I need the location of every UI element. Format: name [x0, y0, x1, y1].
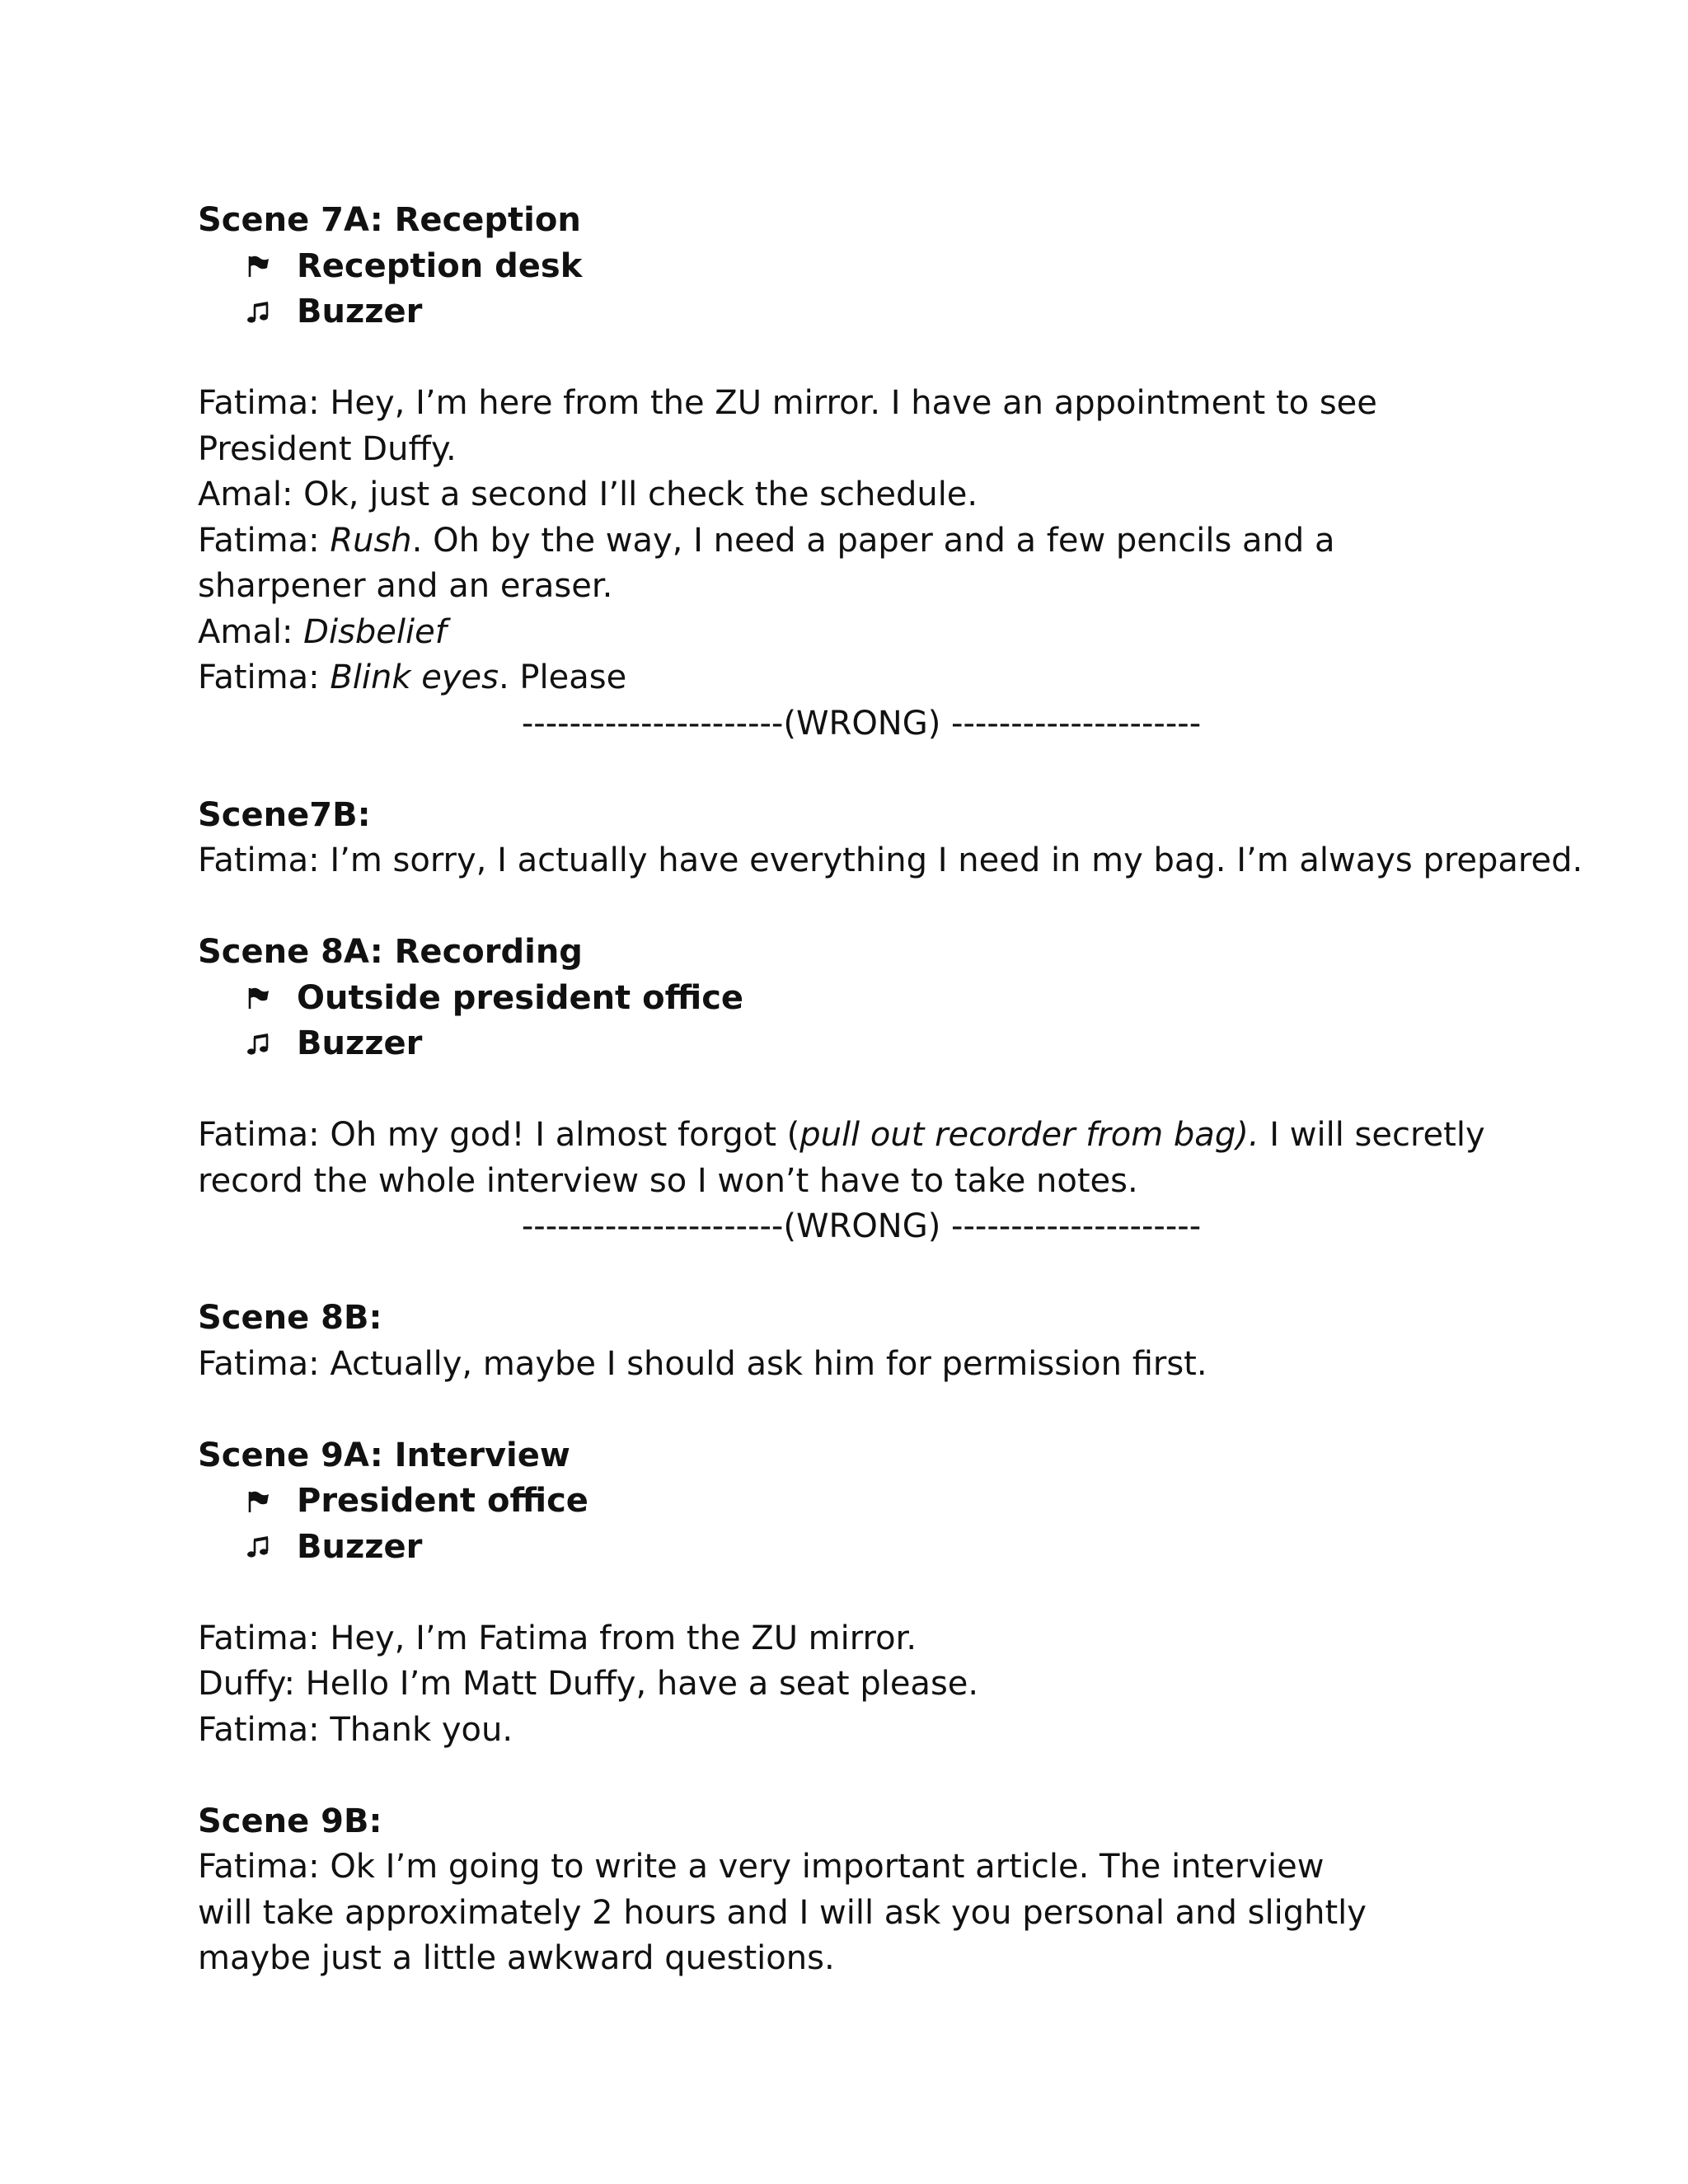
music-note-icon: [246, 1021, 297, 1067]
music-note-icon: [246, 1525, 297, 1571]
scene-7b-heading: Scene7B:: [198, 795, 371, 834]
scene-8a-sound-label: Buzzer: [297, 1024, 423, 1062]
dialogue-line: Fatima: Hey, I’m Fatima from the ZU mirror.: [198, 1619, 917, 1657]
scene-9b-heading: Scene 9B:: [198, 1802, 382, 1840]
scene-8a-heading: Scene 8A: Recording: [198, 933, 583, 971]
dialogue-line: Fatima: Hey, I’m here from the ZU mirror. I have an appointment to see President Duffy.: [198, 384, 1377, 468]
scene-9a-location-label: President office: [297, 1482, 588, 1520]
flag-icon: [246, 976, 297, 1022]
music-note-icon: [246, 289, 297, 335]
dialogue-line: Fatima: Blink eyes. Please: [198, 658, 627, 696]
scene-8a-location: [198, 976, 1500, 1022]
scene-7a-location: [198, 244, 1500, 290]
scene-9a-sound-label: Buzzer: [297, 1527, 423, 1566]
scene-8a-sound: [198, 1021, 1500, 1067]
dialogue-line: Fatima: Ok I’m going to write a very important article. The interview will take approximately 2 hours and I will ask you personal and slightly maybe just a little awkward questions.: [198, 1848, 1367, 1977]
dialogue-line: Fatima: Oh my god! I almost forgot (pull out recorder from bag). I will secretly record the whole interview so I won’t have to take notes.: [198, 1116, 1485, 1200]
stage-direction: pull out recorder from bag).: [799, 1116, 1259, 1154]
wrong-divider: ----------------------(WRONG) ---------------------: [521, 704, 1202, 743]
scene-9a-sound: [198, 1525, 1500, 1571]
scene-7a-location-label: Reception desk: [297, 246, 583, 285]
dialogue-line: Fatima: Rush. Oh by the way, I need a paper and a few pencils and a sharpener and an eraser.: [198, 521, 1335, 605]
scene-7a-sound: [198, 289, 1500, 335]
dialogue-line: Amal: Disbelief: [198, 612, 447, 651]
scene-7a-sound-label: Buzzer: [297, 293, 423, 330]
script-page: [198, 198, 1583, 1982]
stage-direction: Disbelief: [303, 612, 447, 651]
scene-7a-heading: Scene 7A: Reception: [198, 201, 581, 239]
stage-direction: Rush: [330, 521, 412, 560]
scene-8a-location-label: Outside president office: [297, 978, 744, 1017]
dialogue-line: Fatima: Thank you.: [198, 1710, 513, 1749]
dialogue-line: Fatima: I’m sorry, I actually have everything I need in my bag. I’m always prepared.: [198, 841, 1583, 879]
dialogue-line: Duffy: Hello I’m Matt Duffy, have a seat please.: [198, 1665, 979, 1703]
dialogue-line: Fatima: Actually, maybe I should ask him for permission first.: [198, 1344, 1207, 1383]
scene-9a-location: [198, 1479, 1500, 1525]
wrong-divider: ----------------------(WRONG) ---------------------: [521, 1207, 1202, 1245]
dialogue-line: Amal: Ok, just a second I’ll check the schedule.: [198, 476, 978, 513]
scene-9a-heading: Scene 9A: Interview: [198, 1436, 570, 1474]
flag-icon: [246, 244, 297, 290]
scene-8b-heading: Scene 8B:: [198, 1299, 382, 1337]
stage-direction: Blink eyes: [330, 658, 499, 696]
flag-icon: [246, 1479, 297, 1525]
